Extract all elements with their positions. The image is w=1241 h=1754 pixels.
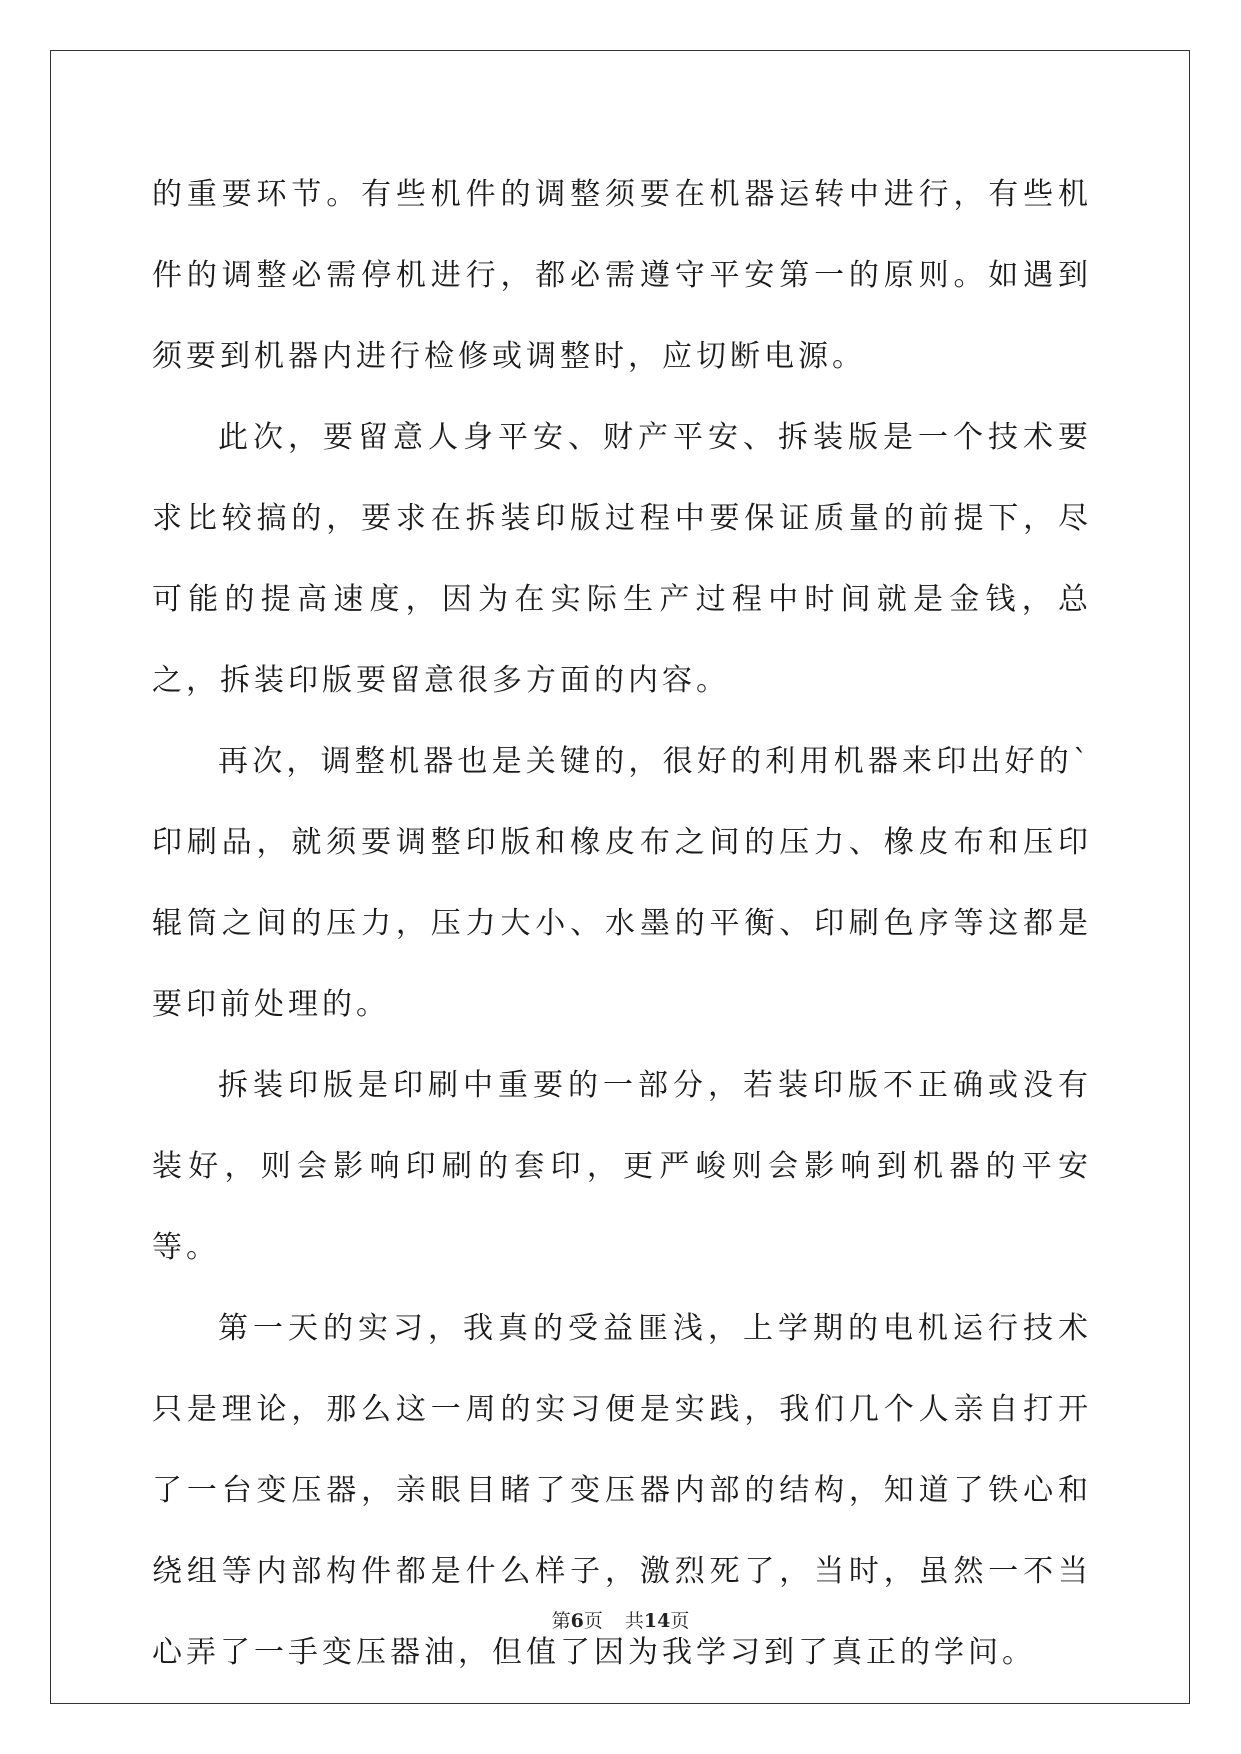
- paragraph-2: 此次，要留意人身平安、财产平安、拆装版是一个技术要求比较搞的，要求在拆装印版过程中要保证质量的前提下，尽可能的提高速度，因为在实际生产过程中时间就是金钱，总之，拆装印版要留意很多方面的内容。: [152, 420, 1092, 698]
- paragraph-5: 第一天的实习，我真的受益匪浅，上学期的电机运行技术只是理论，那么这一周的实习便是实践，我们几个人亲自打开了一台变压器，亲眼目睹了变压器内部的结构，知道了铁心和绕组等内部构件都是什么样子，激烈死了，当时，虽然一不当心弄了一手变压器油，但值了因为我学习到了真正的学问。: [152, 1311, 1092, 1670]
- page-footer: [0, 1606, 1241, 1633]
- paragraph-4: 拆装印版是印刷中重要的一部分，若装印版不正确或没有装好，则会影响印刷的套印，更严峻则会影响到机器的平安等。: [152, 1068, 1092, 1265]
- paragraph-3: 再次，调整机器也是关键的，很好的利用机器来印出好的`印刷品，就须要调整印版和橡皮布之间的压力、橡皮布和压印辊筒之间的压力，压力大小、水墨的平衡、印刷色序等这都是要印前处理的。: [152, 744, 1092, 1022]
- page-total-number: 14: [643, 1610, 671, 1632]
- page-current-number: 6: [570, 1610, 584, 1632]
- total-unit: 页: [670, 1610, 690, 1632]
- page-unit: 页: [583, 1610, 603, 1632]
- paragraph-1: 的重要环节。有些机件的调整须要在机器运转中进行，有些机件的调整必需停机进行，都必需遵守平安第一的原则。如遇到须要到机器内进行检修或调整时，应切断电源。: [152, 177, 1092, 374]
- total-prefix: 共: [624, 1610, 644, 1632]
- page-prefix: 第: [551, 1610, 571, 1632]
- document-body: [152, 154, 1092, 1693]
